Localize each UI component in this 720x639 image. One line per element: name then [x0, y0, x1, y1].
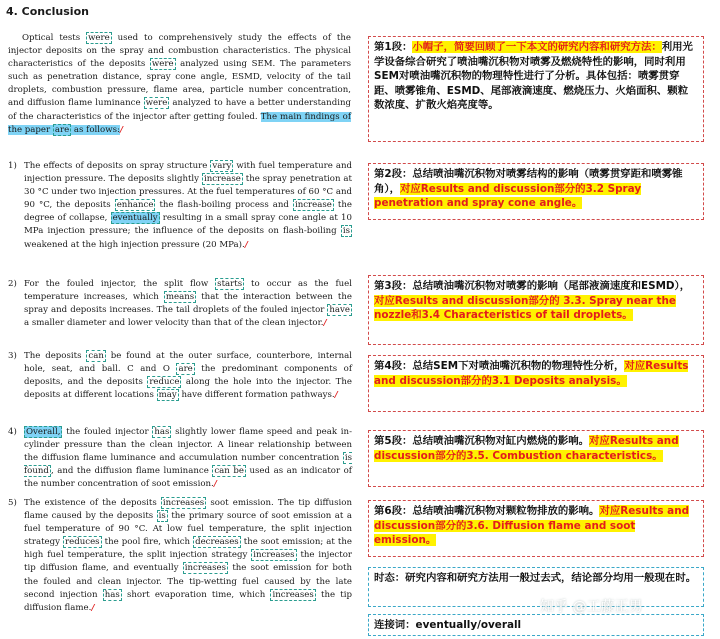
verb-box: vary — [212, 161, 232, 171]
red-check-mark: / — [213, 479, 217, 490]
verb-box: were — [145, 98, 168, 109]
verb-box: reduce — [149, 377, 180, 388]
text: to occur as the fuel temperature increases, which — [24, 279, 353, 303]
verb-box: increase — [294, 200, 332, 211]
text: the flash-boiling process and — [155, 200, 293, 211]
note-para-1 — [368, 36, 704, 142]
intro-paragraph — [8, 32, 351, 137]
text: Optical tests — [22, 33, 87, 43]
text: For the fouled injector, the split flow — [24, 279, 216, 289]
text: have different formation pathways. — [178, 390, 335, 401]
red-check-mark: / — [334, 390, 338, 401]
note-para-3 — [368, 275, 704, 345]
text: , and the diffusion flame luminance — [50, 466, 213, 477]
text: analyzed using SEM. The parameters such as penetration distance, spray cone angle, ESMD, velocity of the tail droplets, combustion pressure, flame area, particle number concentration, and diffusion flame luminance — [8, 59, 351, 109]
finding-item — [24, 350, 352, 402]
text: be found at the outer surface, counterbore, internal hole, seat, and ball. C and O — [24, 351, 352, 375]
text: along the hole into the injector. The deposits at different locations — [24, 377, 352, 401]
note-text: 第3段：总结喷油嘴沉积物对喷雾的影响（尾部液滴速度和ESMD）， — [374, 280, 691, 292]
note-highlight: 对应Results and discussion部分的3.5. Combustion characteristics。 — [374, 435, 679, 462]
verb-box: has — [104, 589, 120, 600]
text: slightly lower flame speed and peak in-cylinder pressure than the clean injector. A linear relationship between the diffusion flame luminance and accumulation number concentration — [24, 427, 352, 464]
note-para-5 — [368, 430, 704, 487]
note-label: 第1段： — [374, 41, 413, 53]
note-highlight: 小帽子，简要回顾了一下本文的研究内容和研究方法： — [412, 41, 662, 53]
note-text: 时态：研究内容和研究方法用一般过去式，结论部分均用一般现在时。 — [374, 572, 697, 584]
text: the soot emission; at the high fuel temperature, the split injection strategy — [24, 537, 352, 561]
note-tense — [368, 567, 704, 607]
verb-box: has — [154, 427, 170, 437]
verb-box: can — [88, 351, 104, 361]
connector-highlight: Overall, — [26, 427, 61, 437]
text: The existence of the deposits — [24, 498, 161, 508]
item-number: 1) — [8, 161, 17, 171]
text: used as an indicator of the number concentration of soot emission. — [24, 466, 352, 490]
item-number: 4) — [8, 427, 17, 437]
note-highlight: 对应Results and discussion部分的3.2 Spray penetration and spray cone angle。 — [374, 182, 642, 210]
highlight: The main findings of the paper — [8, 111, 351, 135]
note-text: 利用光学设备综合研究了喷油嘴沉积物对喷雾及燃烧特性的影响，同时利用SEM对喷油嘴沉积物的物理特性进行了分析。具体包括：喷雾贯穿距、喷雾锥角、ESMD、尾部液滴速度、燃烧压力、火焰面积、颗粒数浓度、扩散火焰亮度等。 — [374, 41, 693, 112]
verb-box: are — [54, 124, 70, 135]
verb-box: means — [165, 292, 195, 303]
finding-item — [24, 160, 352, 252]
finding-item — [24, 426, 352, 491]
verb-box: are — [178, 364, 193, 375]
verb-box: enhance — [116, 200, 154, 211]
verb-box: may — [158, 390, 177, 401]
note-connectors — [368, 614, 704, 636]
note-highlight: 对应Results and discussion部分的3.6. Diffusion flame and soot emission。 — [374, 505, 690, 547]
note-para-2 — [368, 163, 704, 220]
text: the degree of collapse, — [24, 200, 352, 224]
section-title: 4. Conclusion — [6, 5, 89, 18]
verb-box: can be — [214, 466, 244, 477]
verb-box: were — [151, 59, 174, 70]
text: used to comprehensively study the effects of the injector deposits on the spray and combustion characteristics. The physical characteristics of the deposits — [8, 33, 351, 70]
text: soot emission. The tip diffusion flame caused by the deposits — [24, 498, 352, 522]
verb-box: reduces — [65, 537, 100, 548]
text: the spray penetration at 30 °C under two injection pressures. At the fuel temperatures of 60 °C and 90 °C, the deposits — [24, 174, 352, 211]
text: short evaporation time, which — [121, 589, 271, 600]
text: resulting in a small spray cone angle at 10 MPa injection pressure; the influence of the deposits on flash-boiling — [24, 213, 352, 237]
highlight: as follows: — [71, 124, 120, 135]
note-para-4 — [368, 355, 704, 412]
verb-box: increases — [253, 550, 295, 561]
note-text: 第2段：总结喷油嘴沉积物对喷雾结构的影响（喷雾贯穿距和喷雾锥角）， — [374, 168, 683, 195]
verb-box: is found — [24, 453, 352, 477]
finding-item — [24, 497, 352, 615]
verb-box: decreases — [195, 537, 239, 548]
verb-box: increase — [203, 174, 241, 185]
note-text: 第6段：总结喷油嘴沉积物对颗粒物排放的影响。 — [374, 505, 600, 517]
verb-box: is — [342, 226, 350, 237]
verb-box: have — [329, 305, 350, 316]
item-number: 5) — [8, 498, 17, 508]
annotation-column — [368, 0, 720, 639]
finding-item — [24, 278, 352, 330]
text: analyzed to have a better understanding of the characteristics of the injector after getting fouled. — [8, 98, 351, 122]
note-text: 第4段：总结SEM下对喷油嘴沉积物的物理特性分析， — [374, 360, 625, 372]
note-para-6 — [368, 500, 704, 557]
red-check-mark: / — [91, 602, 95, 613]
verb-box: increases — [162, 498, 205, 508]
verb-box: increases — [184, 563, 227, 574]
verb-box: is — [158, 511, 166, 522]
text: a smaller diameter and lower velocity than that of the clean injector. — [24, 318, 324, 329]
red-check-mark: / — [244, 239, 248, 250]
text: that the interaction between the spray and deposits increases. The tail droplets of the fouled injector — [24, 292, 352, 316]
red-check-mark: / — [119, 124, 124, 135]
verb-box: increases — [272, 589, 314, 600]
note-highlight: 对应Results and discussion部分的3.1 Deposits analysis。 — [374, 360, 689, 387]
note-highlight: 对应Results and discussion部分的 3.3. Spray near the nozzle和3.4 Characteristics of tail droplets。 — [374, 294, 676, 322]
note-text: 第5段：总结喷油嘴沉积物对缸内燃烧的影响。 — [374, 435, 590, 447]
text: the fouled injector — [62, 427, 153, 437]
text: weakened at the high injection pressure (20 MPa). — [24, 239, 245, 250]
text: the primary source of soot emission at a fuel temperature of 90 °C. At low fuel temperature, the split injection strategy — [24, 511, 352, 548]
text: the injector tip diffusion flame, and eventually — [24, 550, 352, 574]
note-text: 连接词：eventually/overall — [374, 619, 522, 631]
item-number: 2) — [8, 279, 17, 289]
red-check-mark: / — [323, 318, 327, 329]
verb-box: starts — [217, 279, 243, 289]
item-number: 3) — [8, 351, 17, 361]
paper-column — [0, 0, 358, 639]
text: the pool fire, which — [101, 537, 194, 548]
verb-box: were — [88, 33, 110, 43]
text: The deposits — [24, 351, 87, 361]
text: with fuel temperature and injection pressure. The deposits slightly — [24, 161, 352, 185]
text: the soot emission for both the fouled and clean injector. The tip-wetting fuel caused by the late second injection — [24, 563, 352, 600]
text: the tip diffusion flame. — [24, 589, 352, 613]
watermark: 知乎 @工藤正男 — [540, 599, 643, 615]
connector-highlight: eventually — [112, 213, 158, 224]
text: the predominant components of deposits, and the deposits — [24, 364, 352, 388]
text: The effects of deposits on spray structure — [24, 161, 211, 171]
